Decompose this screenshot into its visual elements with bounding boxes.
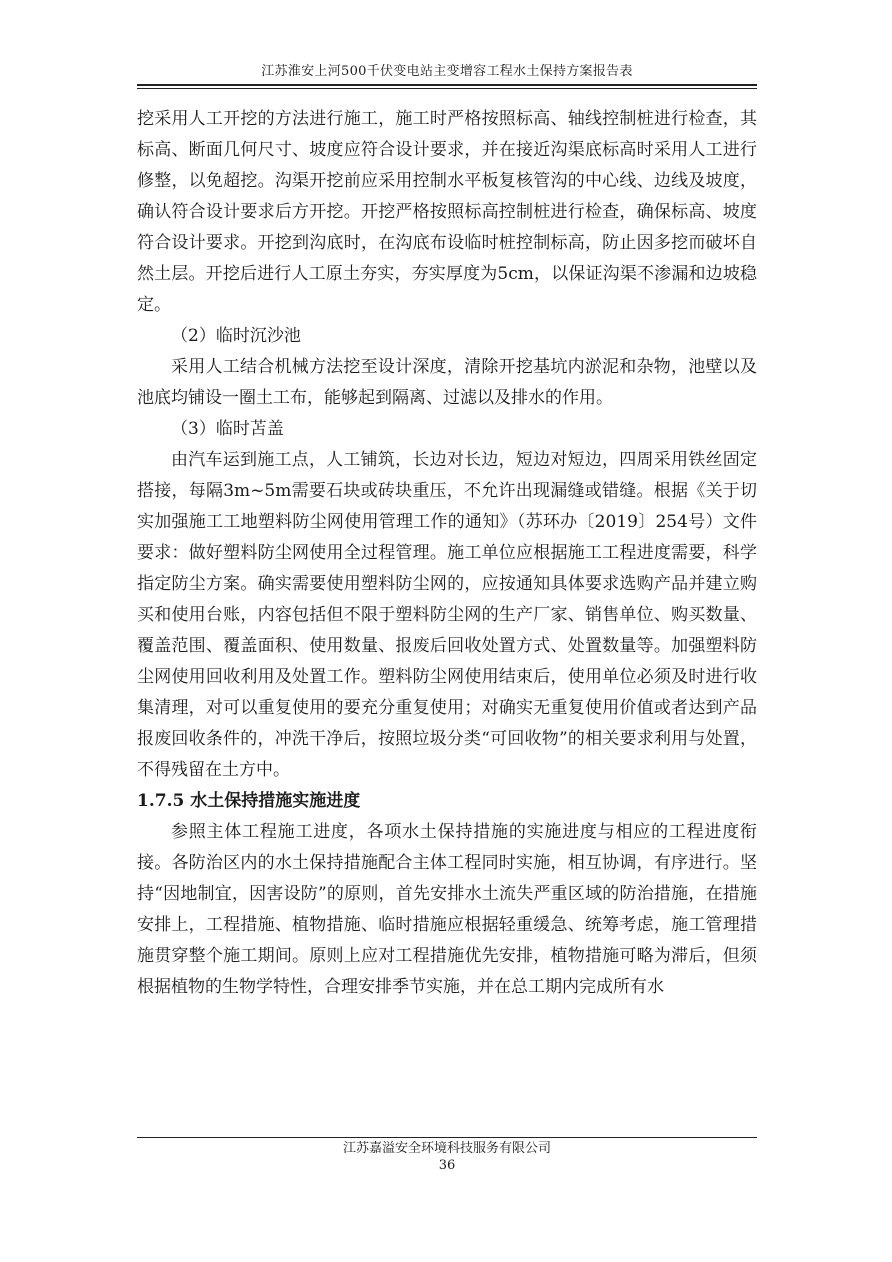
section-heading: 1.7.5 水土保持措施实施进度	[137, 791, 361, 811]
header-rule-thin	[137, 88, 757, 89]
running-header: 江苏淮安上河500千伏变电站主变增容工程水土保持方案报告表	[261, 64, 633, 79]
subheading-temporary-cover: （3）临时苫盖	[171, 419, 284, 439]
paragraph-trench-excavation: 挖采用人工开挖的方法进行施工，施工时严格按照标高、轴线控制桩进行检查，其标高、断面几何尺寸、坡度应符合设计要求，并在接近沟渠底标高时采用人工进行修整，以免超挖。沟渠开挖前应采用控制水平板复核管沟的中心线、边线及坡度，确认符合设计要求后方开挖。开挖严格按照标高控制桩进行检查，确保标高、坡度符合设计要求。开挖到沟底时，在沟底布设临时桩控制标高，防止因多挖而破坏自然土层。开挖后进行人工原土夯实，夯实厚度为5cm，以保证沟渠不渗漏和边坡稳定。	[137, 109, 757, 315]
page-body	[137, 104, 757, 1003]
page-number: 36	[438, 1158, 456, 1173]
footer-company: 江苏嘉溢安全环境科技服务有限公司	[342, 1141, 551, 1156]
header-rule-thick	[137, 84, 757, 86]
footer-rule	[137, 1137, 757, 1138]
paragraph-sediment-basin: 采用人工结合机械方法挖至设计深度，清除开挖基坑内淤泥和杂物，池壁以及池底均铺设一圈土工布，能够起到隔离、过滤以及排水的作用。	[137, 357, 757, 408]
paragraph-temporary-cover: 由汽车运到施工点，人工铺筑，长边对长边，短边对短边，四周采用铁丝固定搭接，每隔3m~5m需要石块或砖块重压，不允许出现漏缝或错缝。根据《关于切实加强施工工地塑料防尘网使用管理工作的通知》（苏环办〔2019〕254号）文件要求：做好塑料防尘网使用全过程管理。施工单位应根据施工工程进度需要，科学指定防尘方案。确实需要使用塑料防尘网的，应按通知具体要求选购产品并建立购买和使用台账，内容包括但不限于塑料防尘网的生产厂家、销售单位、购买数量、覆盖范围、覆盖面积、使用数量、报废后回收处置方式、处置数量等。加强塑料防尘网使用回收利用及处置工作。塑料防尘网使用结束后，使用单位必须及时进行收集清理，对可以重复使用的要充分重复使用；对确实无重复使用价值或者达到产品报废回收条件的，冲洗干净后，按照垃圾分类“可回收物”的相关要求利用与处置，不得残留在土方中。	[137, 450, 757, 780]
subheading-sediment-basin: （2）临时沉沙池	[171, 326, 301, 346]
paragraph-implementation-schedule: 参照主体工程施工进度，各项水土保持措施的实施进度与相应的工程进度衔接。各防治区内的水土保持措施配合主体工程同时实施，相互协调，有序进行。坚持“因地制宜，因害设防”的原则，首先安排水土流失严重区域的防治措施，在措施安排上，工程措施、植物措施、临时措施应根据轻重缓急、统筹考虑，施工管理措施贯穿整个施工期间。原则上应对工程措施优先安排，植物措施可略为滞后，但须根据植物的生物学特性，合理安排季节实施，并在总工期内完成所有水	[137, 822, 757, 997]
